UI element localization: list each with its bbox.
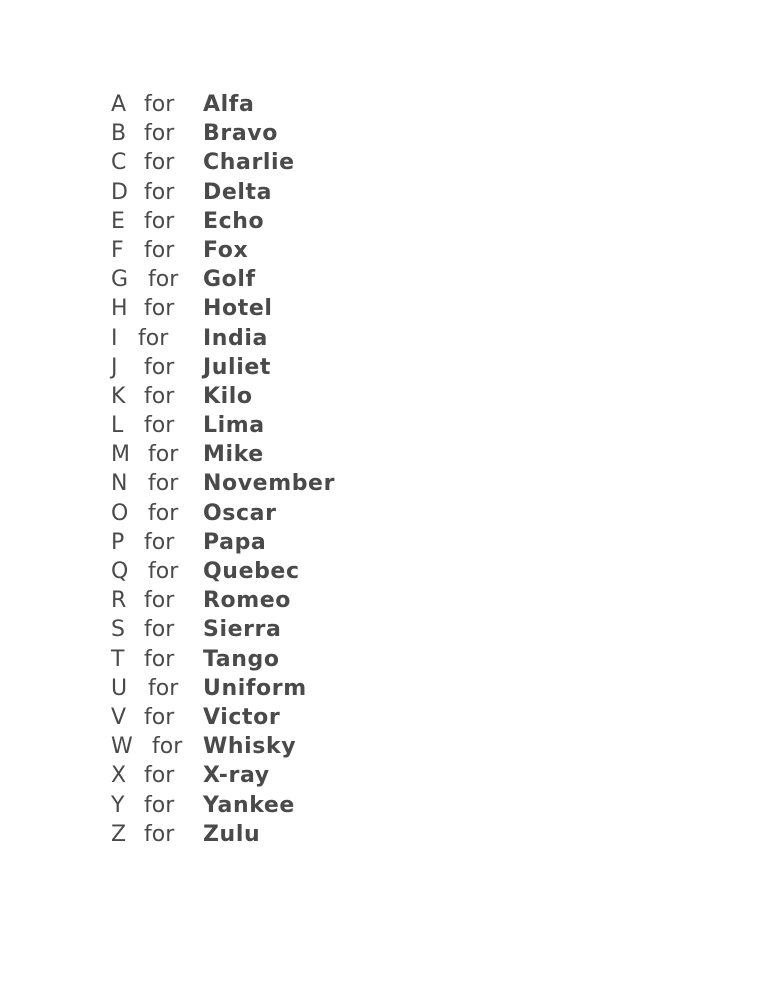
letter: M bbox=[111, 442, 130, 468]
letter: E bbox=[111, 208, 125, 234]
letter: X bbox=[111, 763, 127, 789]
connector: for bbox=[144, 792, 175, 818]
code-word: Whisky bbox=[203, 734, 297, 760]
letter: G bbox=[111, 267, 129, 293]
code-word: Sierra bbox=[203, 617, 282, 643]
code-word: Golf bbox=[203, 267, 256, 293]
connector: for bbox=[144, 208, 175, 234]
connector: for bbox=[144, 121, 175, 147]
letter: I bbox=[111, 325, 118, 351]
letter: C bbox=[111, 150, 127, 176]
connector: for bbox=[144, 529, 175, 555]
letter: Q bbox=[111, 559, 129, 584]
code-word: India bbox=[203, 325, 268, 351]
code-word: Hotel bbox=[203, 296, 273, 322]
connector: for bbox=[144, 646, 175, 672]
letter: F bbox=[111, 237, 124, 263]
code-word: November bbox=[203, 471, 336, 497]
code-word: Lima bbox=[203, 413, 265, 439]
code-word: Bravo bbox=[203, 121, 278, 147]
connector: for bbox=[144, 821, 175, 847]
code-word: Mike bbox=[203, 442, 264, 468]
letter: S bbox=[111, 617, 125, 643]
letter: B bbox=[111, 121, 127, 147]
connector: for bbox=[148, 267, 179, 293]
connector: for bbox=[144, 617, 175, 643]
connector: for bbox=[144, 237, 175, 263]
connector: for bbox=[144, 179, 175, 205]
connector: for bbox=[138, 325, 169, 351]
code-word: Echo bbox=[203, 208, 265, 234]
connector: for bbox=[144, 763, 175, 789]
letter: J bbox=[111, 354, 118, 380]
letter: U bbox=[111, 675, 128, 701]
connector: for bbox=[144, 383, 175, 409]
connector: for bbox=[148, 559, 179, 584]
letter: T bbox=[111, 646, 125, 672]
code-word: Tango bbox=[203, 646, 280, 672]
code-word: Alfa bbox=[203, 92, 255, 117]
letter: Y bbox=[111, 792, 125, 818]
code-word: Romeo bbox=[203, 588, 292, 614]
code-word: Yankee bbox=[203, 792, 295, 818]
letter: Z bbox=[111, 821, 127, 847]
letter: H bbox=[111, 296, 128, 322]
connector: for bbox=[148, 471, 179, 497]
code-word: Charlie bbox=[203, 150, 295, 176]
connector: for bbox=[148, 675, 179, 701]
letter: W bbox=[111, 734, 133, 760]
letter: P bbox=[111, 529, 125, 555]
connector: for bbox=[148, 442, 179, 468]
connector: for bbox=[148, 500, 179, 526]
code-word: Uniform bbox=[203, 675, 307, 701]
letter: R bbox=[111, 588, 127, 614]
letter: V bbox=[111, 704, 127, 730]
code-word: Zulu bbox=[203, 821, 261, 847]
letter: D bbox=[111, 179, 128, 205]
letter: L bbox=[111, 413, 124, 439]
letter: K bbox=[111, 383, 126, 409]
code-word: Quebec bbox=[203, 559, 300, 584]
connector: for bbox=[144, 150, 175, 176]
connector: for bbox=[144, 588, 175, 614]
letter: A bbox=[111, 92, 127, 117]
code-word: Kilo bbox=[203, 383, 253, 409]
code-word: Victor bbox=[203, 704, 281, 730]
connector: for bbox=[144, 296, 175, 322]
code-word: Papa bbox=[203, 529, 267, 555]
code-word: Oscar bbox=[203, 500, 277, 526]
code-word: Juliet bbox=[203, 354, 271, 380]
connector: for bbox=[144, 413, 175, 439]
letter: N bbox=[111, 471, 128, 497]
connector: for bbox=[144, 704, 175, 730]
code-word: Fox bbox=[203, 237, 249, 263]
letter: O bbox=[111, 500, 129, 526]
connector: for bbox=[144, 354, 175, 380]
connector: for bbox=[144, 92, 175, 117]
code-word: Delta bbox=[203, 179, 273, 205]
code-word: X-ray bbox=[203, 763, 270, 789]
connector: for bbox=[152, 734, 183, 760]
